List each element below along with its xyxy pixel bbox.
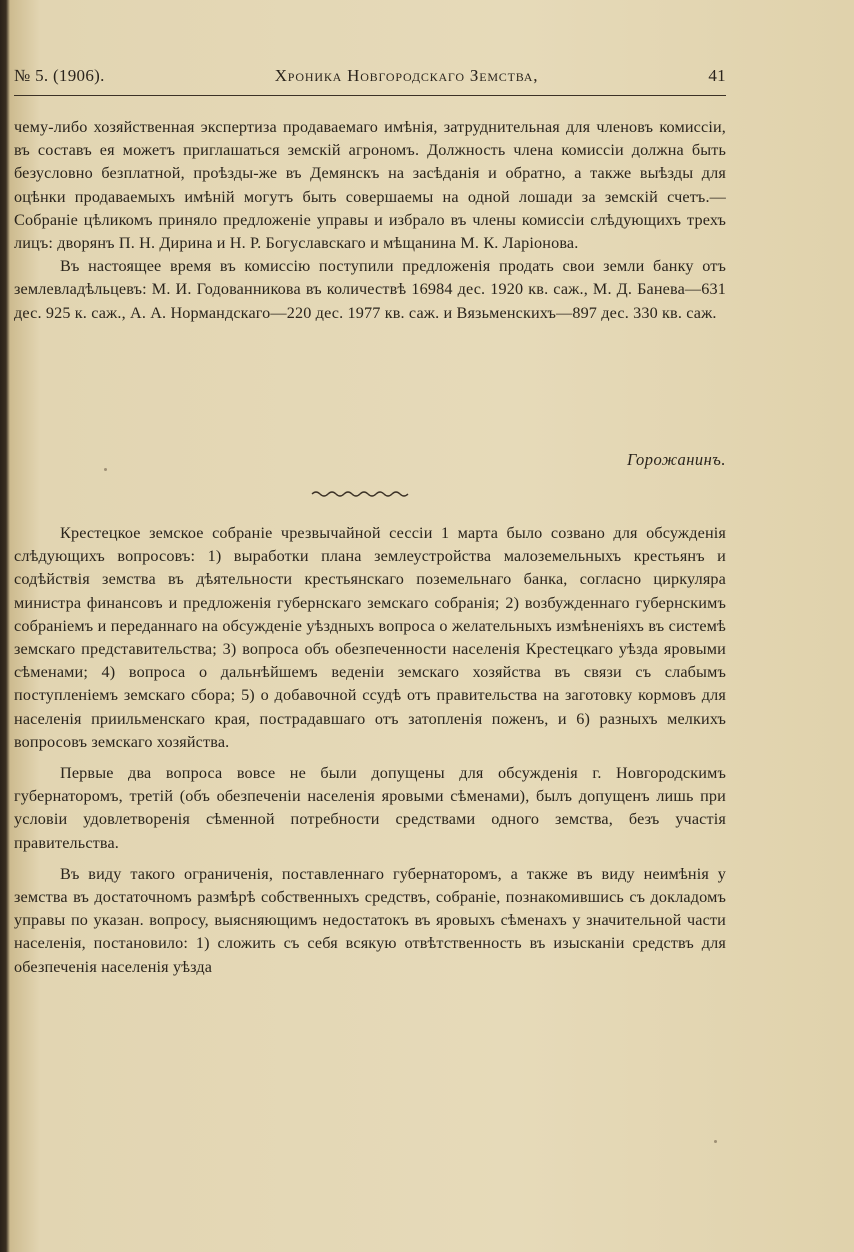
- article-body-top: [14, 116, 726, 325]
- paper-speck: [714, 1140, 717, 1143]
- header-rule: [14, 95, 726, 96]
- issue-number: № 5. (1906).: [14, 66, 105, 85]
- paragraph-continuation: чему-либо хозяйственная экспертиза продаваемаго имѣнія, затруднительная для членовъ комиссіи, въ составъ ея можетъ приглашаться земскій агрономъ. Должность члена комиссіи должна быть безусловно безплатной, проѣзды-же въ Демянскъ на засѣданія и обратно, а также выѣзды для оцѣнки продаваемыхъ имѣній могутъ быть совершаемы на одной лошади за земскій счетъ.—Собраніе цѣликомъ приняло предложеніе управы и избрало въ члены комиссіи слѣдующихъ трехъ лицъ: дворянъ П. Н. Дирина и Н. Р. Богуславскаго и мѣщанина М. К. Ларіонова.: [14, 118, 726, 253]
- paragraph-governor-decision: Первые два вопроса вовсе не были допущены для обсужденія г. Новгородскимъ губернаторомъ, третій (объ обезпеченіи населенія яровыми сѣменами), былъ допущенъ лишь при условіи удовлетворенія сѣменной потребности средствами одного земства, безъ участія правительства.: [14, 764, 726, 852]
- paragraph-krestets-session: Крестецкое земское собраніе чрезвычайной сессіи 1 марта было созвано для обсужденія слѣдующихъ вопросовъ: 1) выработки плана землеустройства малоземельныхъ крестьянъ и содѣйствія земства въ дѣятельности крестьянскаго поземельнаго банка, согласно циркуляра министра финансовъ и предложенія губернскаго земскаго собранія; 2) возбужденнаго губернскимъ собраніемъ и переданнаго на обсужденіе уѣздныхъ вопроса о желательныхъ измѣненіяхъ въ системѣ земскаго представительства; 3) вопроса объ обезпеченности населенія Крестецкаго уѣзда яровыми сѣменами; 4) вопроса о дальнѣйшемъ веденіи земскаго хозяйства въ связи съ слабымъ поступленіемъ земскаго сбора; 5) о добавочной ссудѣ отъ правительства на заготовку кормовъ для населенія приильменскаго края, пострадавшаго отъ затопленія поженъ, и 6) разныхъ мелкихъ вопросовъ земскаго хозяйства.: [14, 524, 726, 751]
- article-body-bottom: [14, 522, 726, 979]
- journal-title: Хроника Новгородскаго Земства,: [274, 66, 539, 85]
- running-header: [14, 66, 726, 94]
- paper-speck: [104, 468, 107, 471]
- page-number: 41: [708, 66, 726, 85]
- paragraph-assembly-resolution: Въ виду такого ограниченія, поставленнаго губернаторомъ, а также въ виду неимѣнія у земства въ достаточномъ размѣрѣ собственныхъ средствъ, собраніе, познакомившись съ докладомъ управы по указан. вопросу, выясняющимъ недостатокъ въ яровыхъ сѣменахъ у значительной части населенія, постановило: 1) сложить съ себя всякую отвѣтственность въ изысканіи средствъ для обезпеченія населенія уѣзда: [14, 864, 726, 976]
- author-signature: Горожанинъ.: [626, 450, 726, 469]
- ornamental-divider: [310, 489, 410, 499]
- paragraph-land-offers: Въ настоящее время въ комиссію поступили предложенія продать свои земли банку отъ землевладѣльцевъ: М. И. Годованникова въ количествѣ 16984 дес. 1920 кв. саж., М. Д. Банева—631 дес. 925 к. саж., А. А. Нормандскаго—220 дес. 1977 кв. саж. и Вязьменскихъ—897 дес. 330 кв. саж.: [14, 257, 726, 322]
